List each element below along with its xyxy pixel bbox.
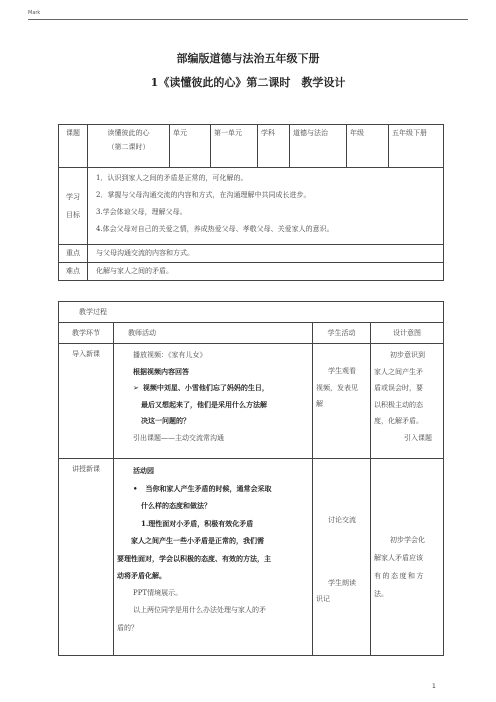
col-header-intent: 设计意图 xyxy=(371,323,444,344)
teacher-line: 要理性面对，学会以积极的态度、有效的方法，主 xyxy=(117,553,271,563)
intent-line: 初步学会化 xyxy=(390,536,425,544)
teacher-line: 根据视频内容回答 xyxy=(133,366,189,376)
difficulty-label: 难点 xyxy=(59,263,88,281)
course-value-line-2: （第二课时） xyxy=(107,143,150,151)
teacher-line: 家人之间产生一些小矛盾是正常的，我们需 xyxy=(131,536,264,545)
goals-label-line-1: 学习 xyxy=(66,193,80,201)
course-label: 课题 xyxy=(59,125,88,168)
intent-line: 引入课题 xyxy=(404,433,432,442)
design-intent-cell xyxy=(371,459,444,656)
intent-line: 家人之间产生矛 xyxy=(374,367,423,376)
col-header-stage: 教学环节 xyxy=(59,323,114,344)
document-title: 部编版道德与法治五年级下册 xyxy=(176,52,320,65)
teacher-line: 什么样的态度和做法？ xyxy=(141,501,211,510)
goals-label-line-2: 目标 xyxy=(66,211,80,219)
grade-label: 年级 xyxy=(347,125,389,168)
teacher-line: 决这一问题的？ xyxy=(141,416,190,425)
teacher-line-text: 视频中刘星、小雪他们忘了妈妈的生日， xyxy=(142,383,269,392)
stage-cell: 讲授新课 xyxy=(59,459,114,656)
student-activity-cell xyxy=(313,459,371,656)
arrow-bullet-icon: ➢ xyxy=(133,384,139,392)
goals-content xyxy=(88,168,444,245)
teacher-line: 1.理性面对小矛盾，积极有效化矛盾 xyxy=(141,518,254,528)
teacher-line: 活动园 xyxy=(133,466,154,475)
process-table xyxy=(58,301,444,656)
student-line: 识记 xyxy=(316,595,330,603)
header-mark: Mark xyxy=(28,10,41,16)
teacher-line-bullet xyxy=(117,380,309,397)
intent-line: 度，化解矛盾。 xyxy=(374,417,423,425)
teacher-line: 盾的？ xyxy=(117,623,138,632)
student-line: 视频，发表见 xyxy=(316,383,358,392)
student-activity-cell xyxy=(313,344,371,459)
key-point-label: 重点 xyxy=(59,245,88,263)
difficulty-value: 化解与家人之间的矛盾。 xyxy=(88,263,444,281)
key-point-value: 与父母沟通交流的内容和方式。 xyxy=(88,245,444,263)
col-header-student: 学生活动 xyxy=(313,323,371,344)
unit-label: 单元 xyxy=(170,125,211,168)
teacher-line: 以上两位同学是用什么办法处理与家人的矛 xyxy=(133,606,266,614)
subject-label: 学科 xyxy=(258,125,290,168)
design-intent-cell xyxy=(371,344,444,459)
goal-item: 1．认识到家人之间的矛盾是正常的，可化解的。 xyxy=(96,174,248,182)
table-row xyxy=(59,344,444,459)
stage-cell: 导入新课 xyxy=(59,344,114,459)
table-row xyxy=(59,459,444,656)
document-subtitle: 1《读懂彼此的心》第二课时 教学设计 xyxy=(150,76,346,89)
info-table xyxy=(58,124,444,281)
student-line: 解 xyxy=(316,400,323,408)
teacher-line-bullet xyxy=(117,480,309,498)
intent-line: 有的态度和方 xyxy=(374,572,425,580)
goal-item: 4.体会父母对自己的关爱之情，养成热爱父母、孝敬父母、关爱家人的意识。 xyxy=(96,225,334,233)
student-line: 学生朗读 xyxy=(328,578,356,587)
student-line: 学生观看 xyxy=(328,367,356,375)
process-section-title: 教学过程 xyxy=(59,302,444,323)
dot-bullet-icon: • xyxy=(133,483,138,493)
course-value-line-1: 读懂彼此的心 xyxy=(107,129,150,137)
col-header-teacher: 教师活动 xyxy=(114,323,313,344)
teacher-line: 引出课题——主动交流常沟通 xyxy=(133,433,224,442)
subject-value: 道德与法治 xyxy=(290,125,347,168)
teacher-line-text: 当你和家人产生矛盾的时候，通常会采取 xyxy=(145,483,272,493)
teacher-line: 播放视频：《家有儿女》 xyxy=(133,351,207,359)
header-rule xyxy=(28,19,468,20)
intent-line: 初步意识到 xyxy=(390,351,425,359)
intent-line: 解家人矛盾应该 xyxy=(374,554,423,562)
teacher-line: 动将矛盾化解。 xyxy=(117,571,166,580)
unit-value: 第一单元 xyxy=(211,125,258,168)
teacher-line: 最后又想起来了，他们是采用什么方法解 xyxy=(141,399,267,409)
goals-label xyxy=(59,168,88,245)
page-number: 1 xyxy=(432,683,436,690)
teacher-activity-cell xyxy=(114,459,313,656)
goal-item: 2．掌握与父母沟通交流的内容和方式，在沟通理解中共同成长进步。 xyxy=(96,191,311,199)
goal-item: 3.学会体谅父母，理解父母。 xyxy=(96,208,187,216)
teacher-activity-cell xyxy=(114,344,313,459)
teacher-line: PPT情境展示。 xyxy=(133,588,183,597)
intent-line: 法。 xyxy=(374,590,388,598)
course-value xyxy=(88,125,170,168)
student-line: 讨论交流 xyxy=(328,516,356,524)
intent-line: 以积极主动的态 xyxy=(374,400,423,409)
intent-line: 盾或误会时，要 xyxy=(374,384,423,392)
grade-value: 五年级下册 xyxy=(389,125,444,168)
